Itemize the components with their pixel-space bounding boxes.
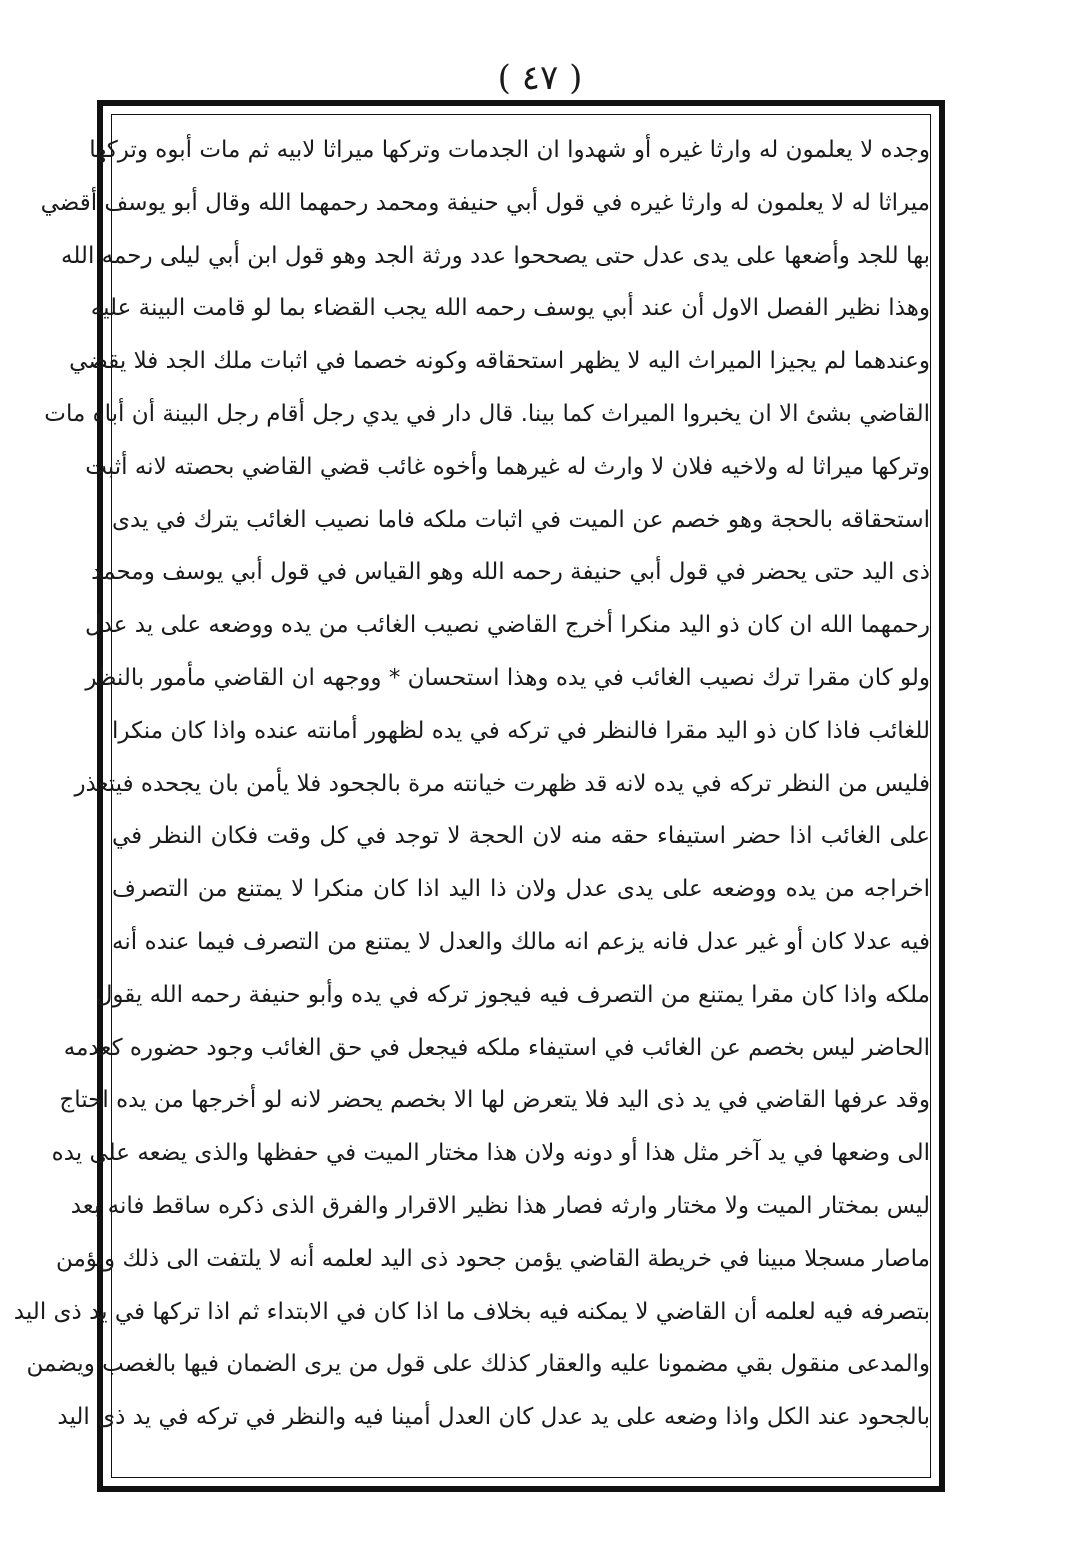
text-line: وعندهما لم يجيزا الميراث اليه لا يظهر استحقاقه وكونه خصما في اثبات ملك الجد فلا يقضي (69, 348, 930, 375)
text-line: ملكه واذا كان مقرا يمتنع من التصرف فيه فيجوز تركه في يده وأبو حنيفة رحمه الله يقول (95, 981, 930, 1008)
text-line: استحقاقه بالحجة وهو خصم عن الميت في اثبات ملكه فاما نصيب الغائب يترك في يدى (112, 506, 930, 533)
text-line: بتصرفه فيه لعلمه أن القاضي لا يمكنه فيه بخلاف ما اذا كان في الابتداء ثم اذا تركها في يد ذى اليد (13, 1298, 930, 1325)
text-line: ولو كان مقرا ترك نصيب الغائب في يده وهذا استحسان * ووجهه ان القاضي مأمور بالنظر (85, 664, 930, 691)
text-line: رحمهما الله ان كان ذو اليد منكرا أخرج القاضي نصيب الغائب من يده ووضعه على يد عدل (84, 612, 930, 639)
text-line: وجده لا يعلمون له وارثا غيره أو شهدوا ان الجدمات وتركها ميراثا لابيه ثم مات أبوه وتركها (89, 137, 930, 163)
text-line: ذى اليد حتى يحضر في قول أبي حنيفة رحمه الله وهو القياس في قول أبي يوسف ومحمد (91, 559, 930, 586)
text-line: على الغائب اذا حضر استيفاء حقه منه لان الحجة لا توجد في كل وقت فكان النظر في (112, 823, 930, 850)
text-line: وتركها ميراثا له ولاخيه فلان لا وارث له غيرهما وأخوه غائب قضي القاضي بحصته لانه أثبت (85, 453, 930, 480)
text-line: ماصار مسجلا مبينا في خريطة القاضي يؤمن جحود ذى اليد لعلمه أنه لا يلتفت الى ذلك ويؤمن (55, 1245, 930, 1272)
text-line: اخراجه من يده ووضعه على يدى عدل ولان ذا اليد اذا كان منكرا لا يمتنع من التصرف (112, 876, 930, 903)
text-line: الحاضر ليس بخصم عن الغائب في استيفاء ملكه فيجعل في حق الغائب وجود حضوره كعدمه (63, 1034, 930, 1061)
text-line: وهذا نظير الفصل الاول أن عند أبي يوسف رحمه الله يجب القضاء بما لو قامت البينة عليه (90, 295, 930, 322)
text-line: ميراثا له لا يعلمون له وارثا غيره في قول أبي حنيفة ومحمد رحمهما الله وقال أبو يوسف أقضي (40, 189, 930, 216)
text-line: ليس بمختار الميت ولا مختار وارثه فصار هذا نظير الاقرار والفرق الذى ذكره ساقط فانه بعد (70, 1192, 930, 1219)
text-line: والمدعى منقول بقي مضمونا عليه والعقار كذلك على قول من يرى الضمان فيها بالغصب ويضمن (26, 1351, 930, 1378)
text-line: بها للجد وأضعها على يدى عدل حتى يصححوا عدد ورثة الجد وهو قول ابن أبي ليلى رحمه الله (60, 242, 930, 269)
page-number: ( ٤٧ ) (497, 58, 583, 98)
text-line: فيه عدلا كان أو غير عدل فانه يزعم انه مالك والعدل لا يمتنع من التصرف فيما عنده أنه (112, 928, 930, 955)
text-line: للغائب فاذا كان ذو اليد مقرا فالنظر في تركه في يده لظهور أمانته عنده واذا كان منكرا (112, 717, 930, 744)
text-line: الى وضعها في يد آخر مثل هذا أو دونه ولان هذا مختار الميت في حفظها والذى يضعه على يده (51, 1140, 930, 1167)
body-text (13, 124, 930, 1444)
text-line: بالجحود عند الكل واذا وضعه على يد عدل كان العدل أمينا فيه والنظر في تركه في يد ذى اليد (57, 1404, 930, 1431)
text-line: وقد عرفها القاضي في يد ذى اليد فلا يتعرض لها الا بخصم يحضر لانه لو أخرجها من يده احتاج (59, 1087, 930, 1114)
text-line: فليس من النظر تركه في يده لانه قد ظهرت خيانته مرة بالجحود فلا يأمن بان يجحده فيتعذر (74, 770, 930, 797)
text-line: القاضي بشئ الا ان يخبروا الميراث كما بينا. قال دار في يدي رجل أقام رجل البينة أن أباه مات (44, 400, 930, 427)
